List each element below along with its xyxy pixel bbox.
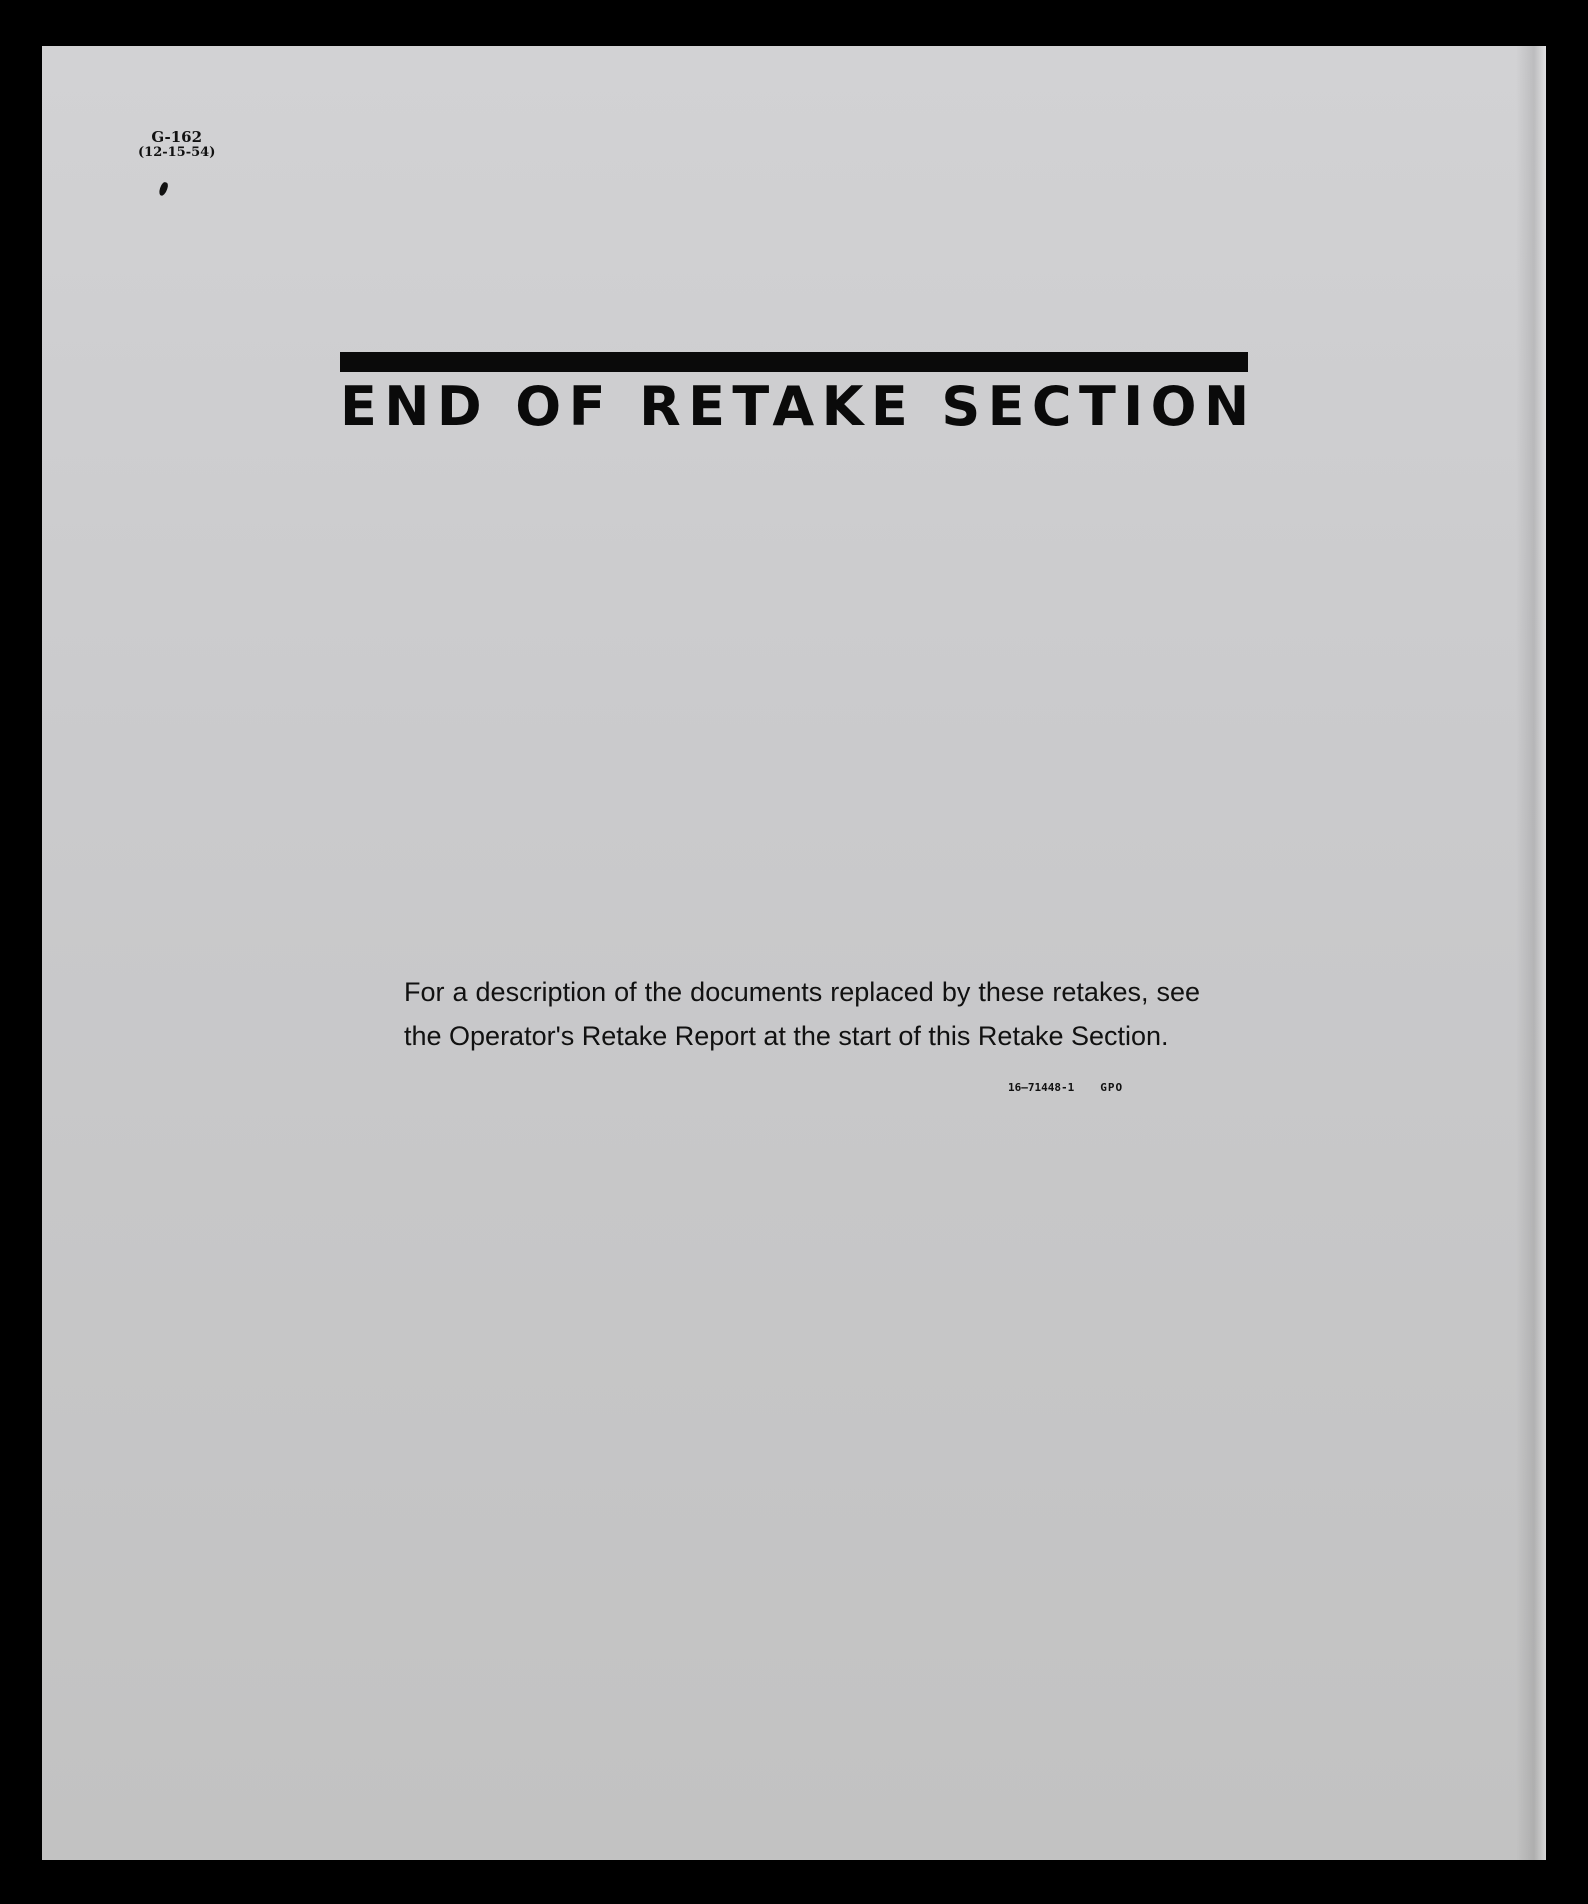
page-title: END OF RETAKE SECTION (340, 375, 1257, 438)
ink-mark (158, 181, 169, 196)
printer-mark: GPO (1100, 1081, 1124, 1094)
title-rule (340, 352, 1248, 372)
form-date: (12-15-54) (138, 144, 216, 160)
print-code (1008, 1081, 1123, 1094)
print-code-number: 16—71448-1 (1008, 1081, 1075, 1094)
form-code (138, 130, 215, 159)
document-page (42, 46, 1546, 1860)
description-text: For a description of the documents replaced by these retakes, see the Operator's Retake Report at the start of this Retake Section. (404, 977, 1200, 1051)
form-number: G-162 (151, 128, 202, 146)
page-edge-shadow (1516, 46, 1546, 1860)
